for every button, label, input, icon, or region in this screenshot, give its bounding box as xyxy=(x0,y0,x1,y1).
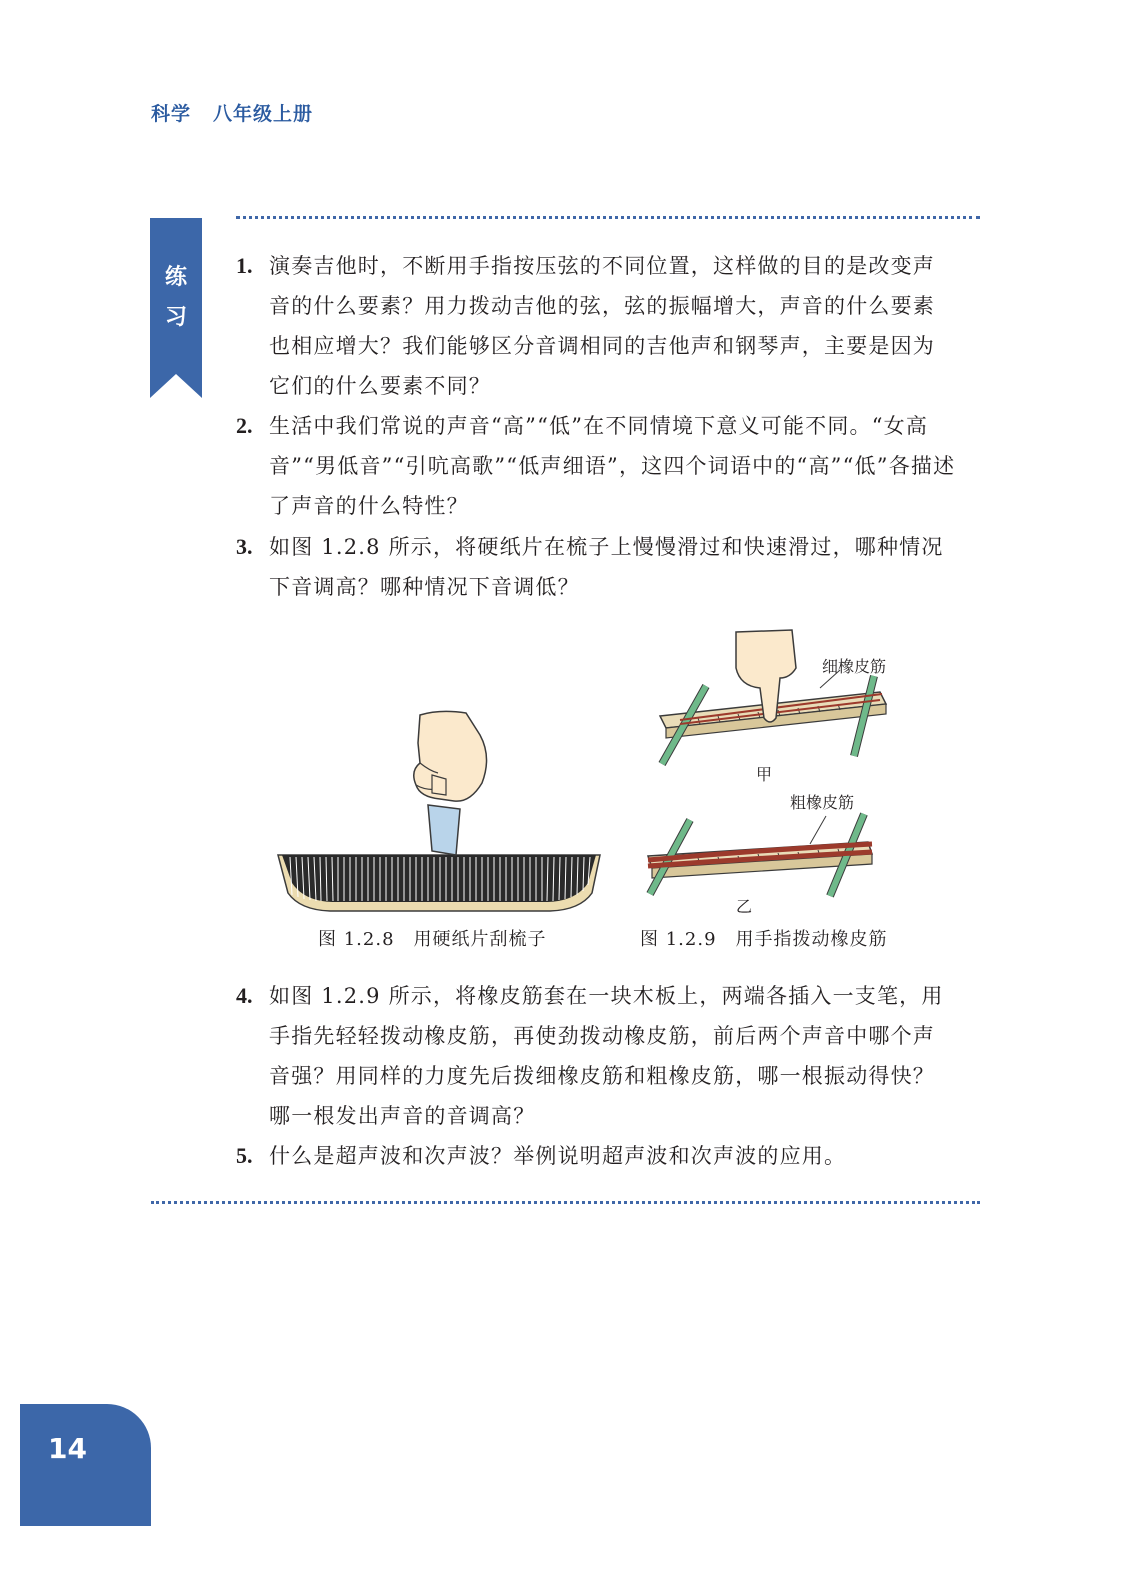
figure-thick-band-illustration xyxy=(640,812,900,912)
question-5 xyxy=(236,1136,956,1176)
question-3 xyxy=(236,527,956,607)
page-number-tab xyxy=(20,1404,151,1526)
bottom-dotted-divider xyxy=(151,1201,980,1204)
question-number: 5. xyxy=(236,1143,253,1168)
question-1 xyxy=(236,246,956,406)
tab-label-line2: 习 xyxy=(164,305,187,330)
question-number: 1. xyxy=(236,253,253,278)
figure-comb-illustration xyxy=(270,705,610,920)
exercise-tab xyxy=(150,218,202,398)
page-number: 14 xyxy=(48,1432,87,1465)
running-header xyxy=(151,99,313,126)
thin-band-label: 细橡皮筋 xyxy=(822,657,887,676)
thick-band-label: 粗橡皮筋 xyxy=(790,793,855,812)
figure-1-2-9-caption: 图 1.2.9 用手指拨动橡皮筋 xyxy=(640,929,888,950)
question-text: 如图 1.2.9 所示，将橡皮筋套在一块木板上，两端各插入一支笔，用手指先轻轻拨动橡皮筋，再使劲拨动橡皮筋，前后两个声音中哪个声音强？用同样的力度先后拨细橡皮筋和粗橡皮筋，哪一根振动得快？哪一根发出声音的音调高？ xyxy=(269,984,944,1128)
question-text: 生活中我们常说的声音“高”“低”在不同情境下意义可能不同。“女高音”“男低音”“引吭高歌”“低声细语”，这四个词语中的“高”“低”各描述了声音的什么特性？ xyxy=(269,414,956,518)
question-text: 演奏吉他时，不断用手指按压弦的不同位置，这样做的目的是改变声音的什么要素？用力拨动吉他的弦，弦的振幅增大，声音的什么要素也相应增大？我们能够区分音调相同的吉他声和钢琴声，主要是因为它们的什么要素不同？ xyxy=(269,254,935,398)
question-number: 4. xyxy=(236,983,253,1008)
question-4 xyxy=(236,976,956,1136)
header-grade: 八年级上册 xyxy=(213,103,314,125)
question-text: 什么是超声波和次声波？举例说明超声波和次声波的应用。 xyxy=(269,1144,847,1168)
figure-label-b: 乙 xyxy=(736,897,753,916)
header-subject: 科学 xyxy=(151,103,192,125)
figure-label-a: 甲 xyxy=(756,765,773,784)
top-dotted-divider xyxy=(236,216,980,219)
figure-thin-band-illustration xyxy=(640,628,900,768)
tab-label-line1: 练 xyxy=(164,265,187,290)
question-number: 2. xyxy=(236,413,253,438)
figure-1-2-8-caption: 图 1.2.8 用硬纸片刮梳子 xyxy=(318,929,547,950)
question-text: 如图 1.2.8 所示，将硬纸片在梳子上慢慢滑过和快速滑过，哪种情况下音调高？哪种情况下音调低？ xyxy=(269,535,944,599)
question-number: 3. xyxy=(236,534,253,559)
question-2 xyxy=(236,406,956,526)
